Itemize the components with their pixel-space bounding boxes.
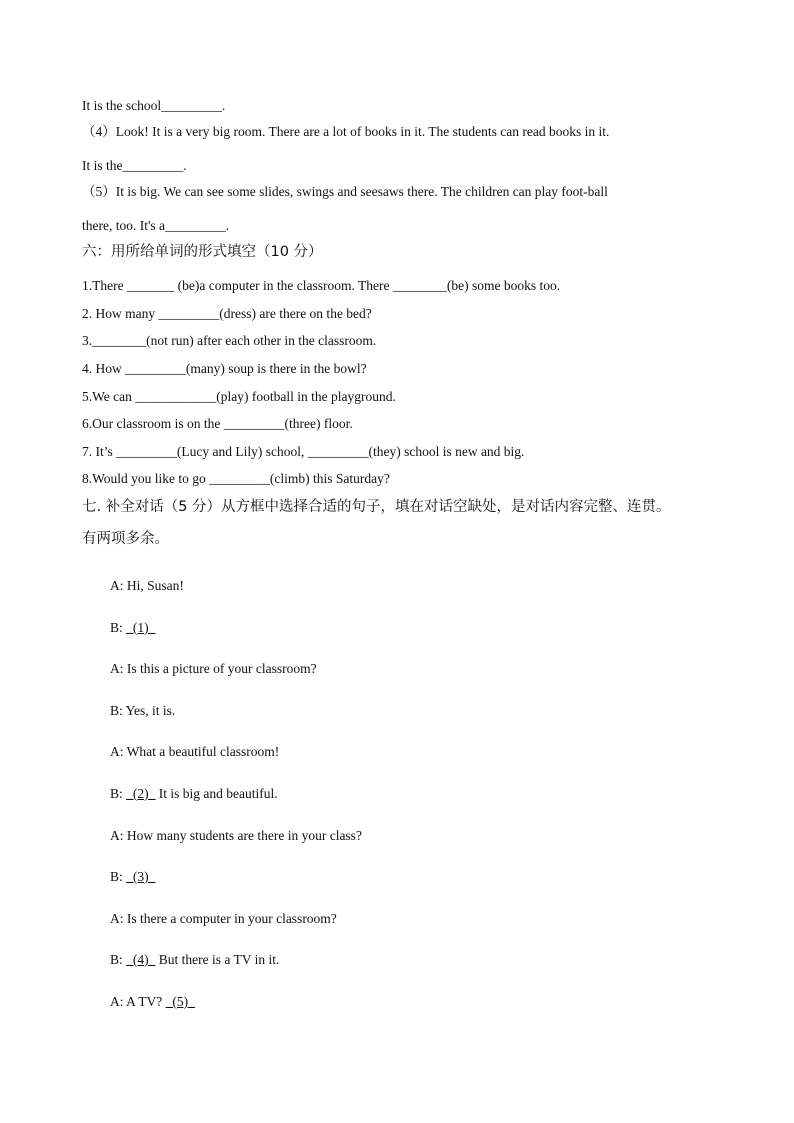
dialog-line-10: B: _(4)_ But there is a TV in it. [110, 952, 280, 967]
dialog-line-5: A: What a beautiful classroom! [110, 744, 280, 759]
part6-item-1: 1.There _______ (be)a computer in the classroom. There ________(be) some books too. [82, 278, 561, 293]
dialog-line-11: A: A TV? _(5)_ [110, 994, 195, 1009]
part7-heading-line-2: 有两项多余。 [82, 531, 169, 547]
blank-4: _(4)_ [126, 952, 156, 967]
part5-question-4: （4）Look! It is a very big room. There are a lot of books in it. The students can read books in it. [82, 124, 610, 139]
blank-2: _(2)_ [126, 786, 156, 801]
dialog-line-7: A: How many students are there in your class? [110, 828, 362, 843]
dialog-line-2: B: _(1)_ [110, 620, 156, 635]
part5-line-1: It is the school_________. [82, 98, 226, 113]
part6-item-6: 6.Our classroom is on the _________(three) floor. [82, 416, 353, 431]
part5-line-5: there, too. It's a_________. [82, 218, 230, 233]
dialog-line-8: B: _(3)_ [110, 869, 156, 884]
part6-heading: 六：用所给单词的形式填空（10 分） [82, 244, 323, 260]
blank-1: _(1)_ [126, 620, 156, 635]
part5-question-5: （5）It is big. We can see some slides, swings and seesaws there. The children can play foot-ball [82, 184, 608, 199]
part7-heading-line-1: 七. 补全对话（5 分）从方框中选择合适的句子，填在对话空缺处，是对话内容完整、连贯。 [82, 499, 671, 515]
part6-item-5: 5.We can ____________(play) football in the playground. [82, 389, 396, 404]
part6-item-4: 4. How _________(many) soup is there in the bowl? [82, 361, 367, 376]
dialog-line-1: A: Hi, Susan! [110, 578, 184, 593]
dialog-line-9: A: Is there a computer in your classroom? [110, 911, 337, 926]
part6-item-2: 2. How many _________(dress) are there on the bed? [82, 306, 372, 321]
blank-5: _(5)_ [165, 994, 195, 1009]
dialog-line-4: B: Yes, it is. [110, 703, 176, 718]
part6-item-8: 8.Would you like to go _________(climb) this Saturday? [82, 471, 390, 486]
dialog-line-6: B: _(2)_ It is big and beautiful. [110, 786, 278, 801]
part6-item-3: 3.________(not run) after each other in the classroom. [82, 333, 377, 348]
part5-line-3: It is the_________. [82, 158, 187, 173]
blank-3: _(3)_ [126, 869, 156, 884]
part6-item-7: 7. It’s _________(Lucy and Lily) school, _________(they) school is new and big. [82, 444, 525, 459]
dialog-line-3: A: Is this a picture of your classroom? [110, 661, 317, 676]
